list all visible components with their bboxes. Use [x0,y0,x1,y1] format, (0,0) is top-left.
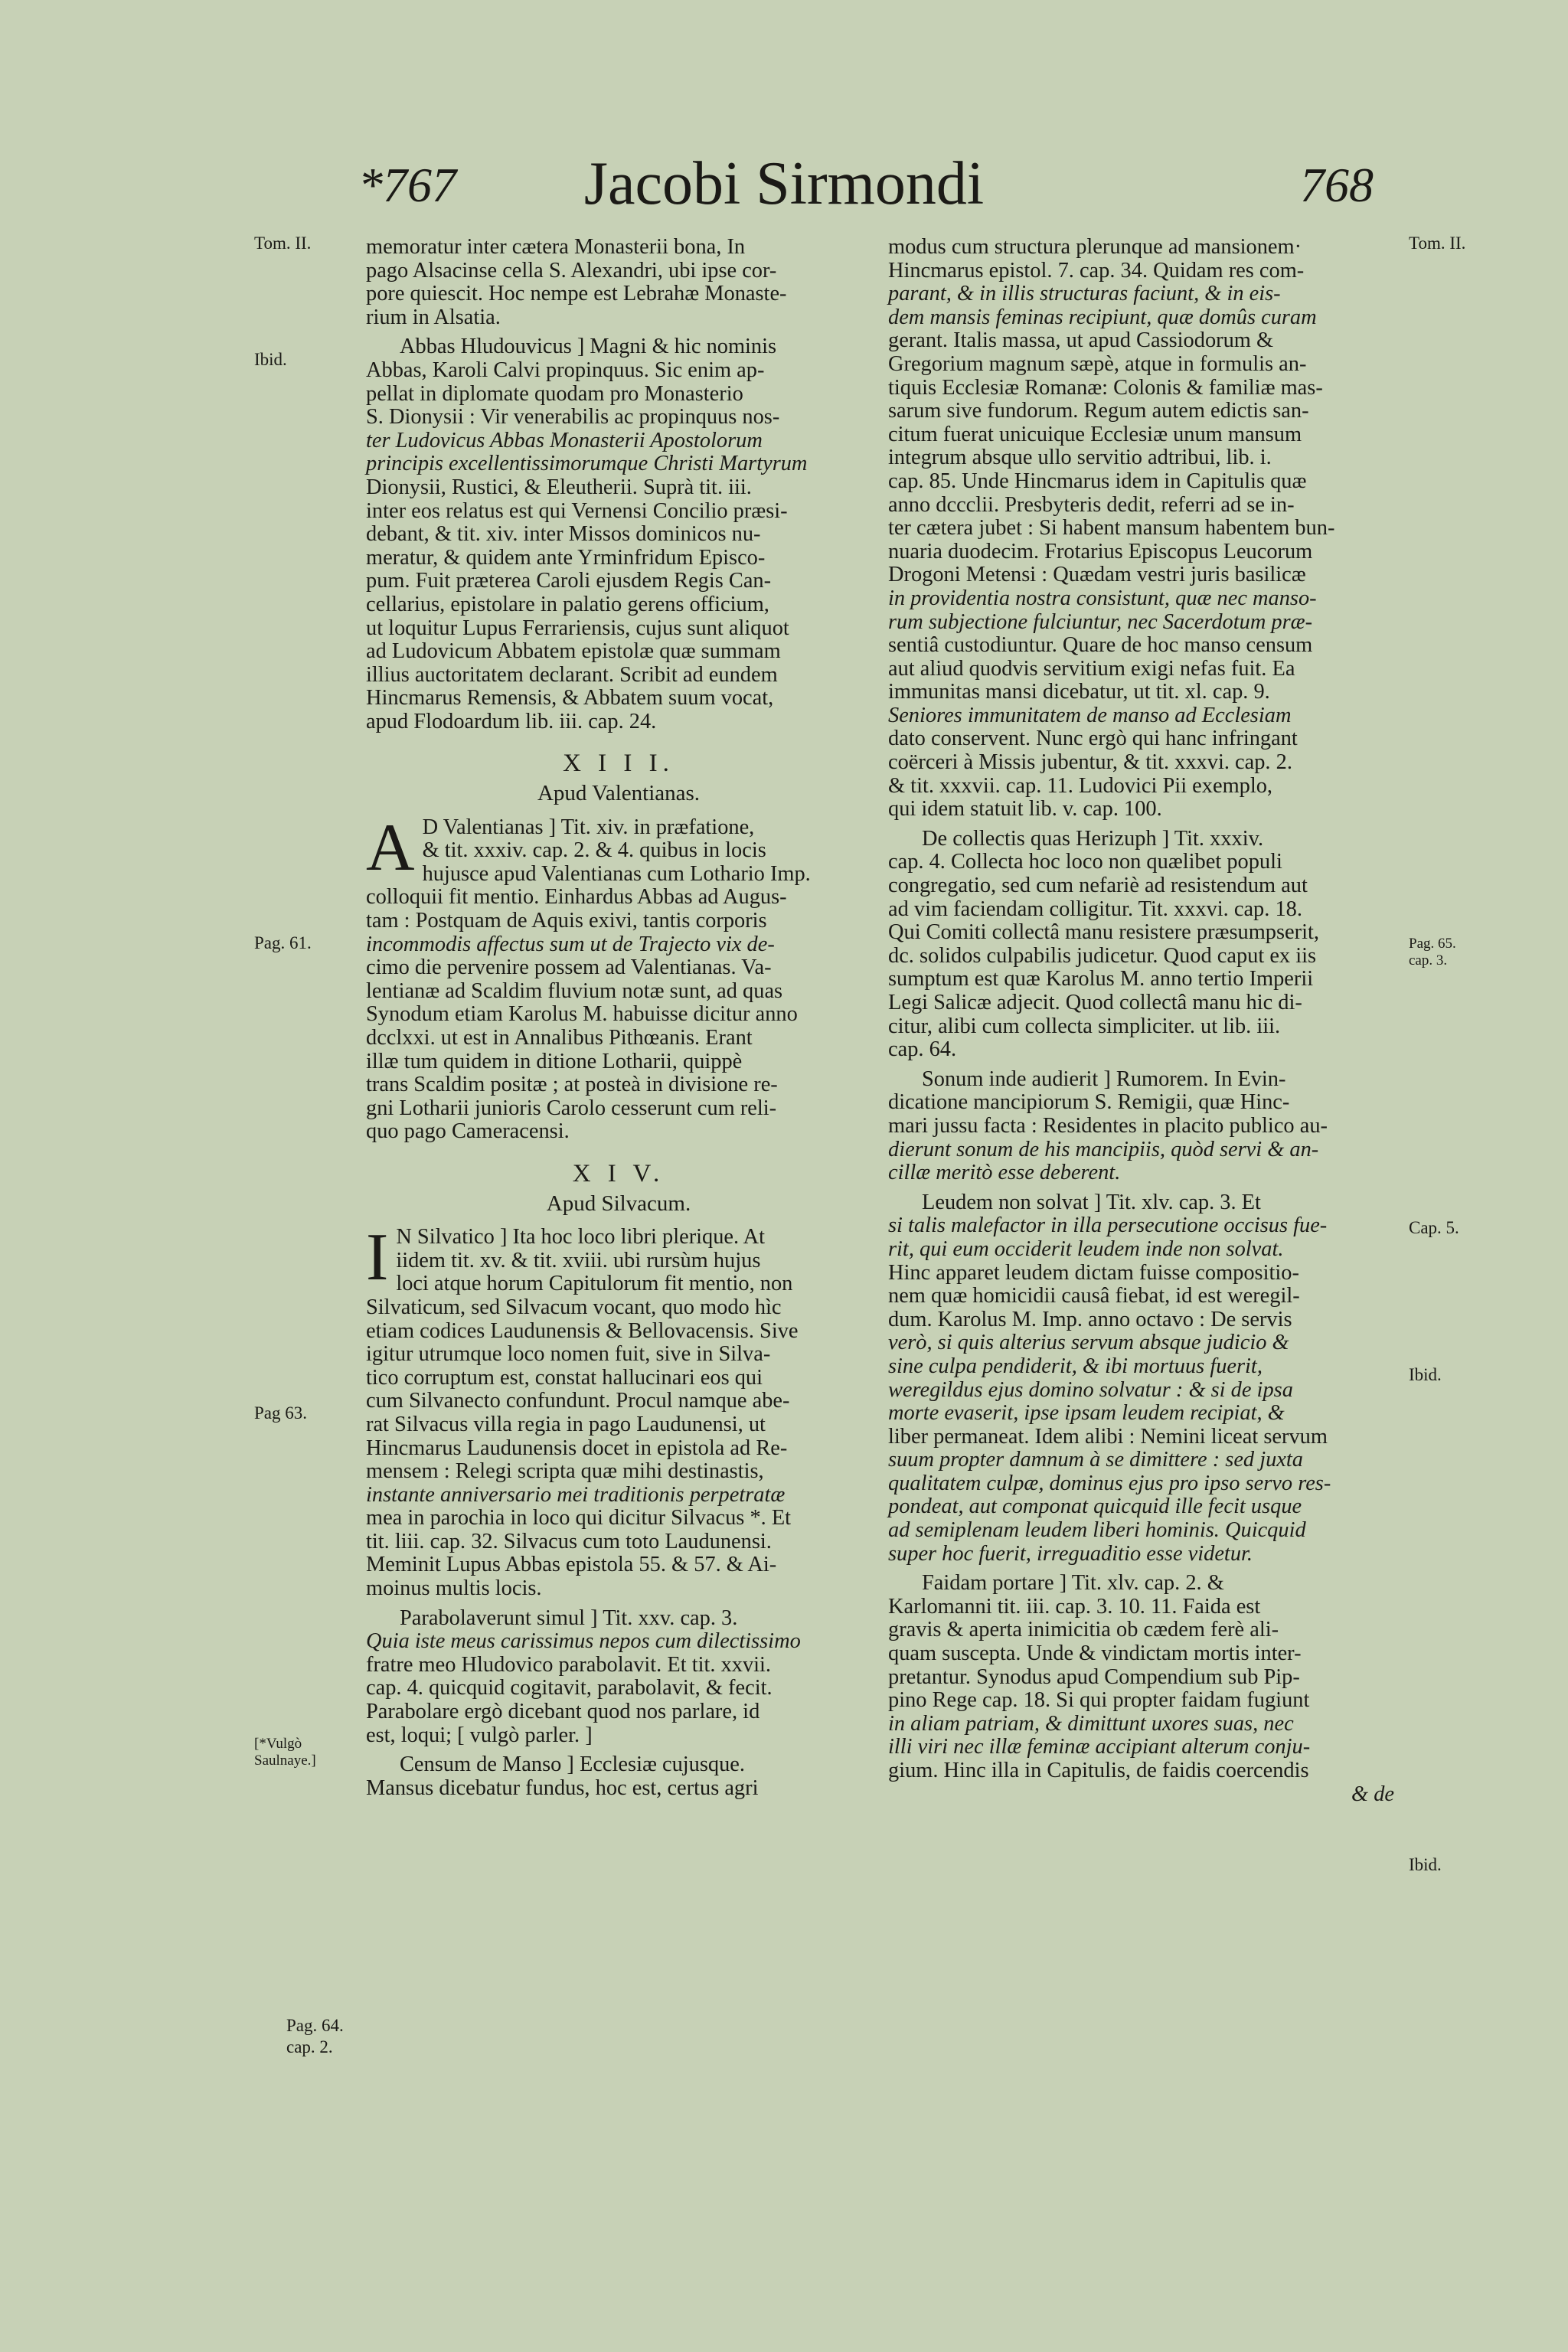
text-line: tam : Postquam de Aquis exivi, tantis corporis [366,909,767,933]
text-line: De collectis quas Herizuph ] Tit. xxxiv. [922,826,1264,851]
section-number: X I I I. [563,750,675,778]
text-line: gravis & aperta inimicitia ob cædem ferè ali- [888,1618,1279,1642]
text-line: Parabolare ergò dicebant quod nos parlare, id [366,1700,760,1724]
text-line: citum fuerat unicuique Ecclesiæ unum mansum [888,422,1302,446]
text-line: cap. 4. Collecta hoc loco non quælibet populi [888,850,1282,874]
text-line: Leudem non solvat ] Tit. xlv. cap. 3. Et [922,1190,1261,1214]
text-line: Synodum etiam Karolus M. habuisse dicitur anno [366,1002,798,1027]
text-line: Hincmarus epistol. 7. cap. 34. Quidam res com- [888,258,1305,283]
section-title: Apud Silvacum. [546,1191,691,1216]
text-line: S. Dionysii : Vir venerabilis ac propinquus nos- [366,405,780,430]
margin-note: Pag. 65. cap. 3. [1409,936,1456,969]
text-line: Abbas Hludouvicus ] Magni & hic nominis [400,335,777,359]
text-line: lentianæ ad Scaldim fluvium notæ sunt, ad quas [366,978,783,1003]
text-line: anno dccclii. Presbyteris dedit, referri ad se in- [888,492,1295,517]
text-line: colloquii fit mentio. Einhardus Abbas ad Augus- [366,885,787,910]
text-line: instante anniversario mei traditionis perpetratæ [366,1482,786,1507]
running-title: Jacobi Sirmondi [583,150,985,217]
text-line: pino Rege cap. 18. Si qui propter faidam fugiunt [888,1688,1310,1713]
catchword: & de [1351,1782,1394,1806]
text-line: tiquis Ecclesiæ Romanæ: Colonis & familiæ mas- [888,375,1323,400]
text-line: etiam codices Laudunensis & Bellovacensis. Sive [366,1318,799,1343]
text-line: congregatio, sed cum nefariè ad resistendum aut [888,874,1308,898]
text-line: cap. 64. [888,1037,957,1062]
text-line: igitur utrumque loco nomen fuit, sive in Silva- [366,1342,771,1367]
text-line: verò, si quis alterius servum absque judicio & [888,1331,1289,1355]
text-line: qualitatem culpæ, dominus ejus pro ipso servo res- [888,1471,1331,1495]
text-line: Meminit Lupus Abbas epistola 55. & 57. & Ai- [366,1553,777,1577]
text-line: pum. Fuit præterea Caroli ejusdem Regis Can- [366,569,772,593]
text-line: Gregorium magnum sæpè, atque in formulis an- [888,351,1307,376]
text-line: sentiâ custodiuntur. Quare de hoc manso censum [888,633,1313,658]
text-line: dem mansis feminas recipiunt, quæ domûs curam [888,305,1317,329]
text-line: Censum de Manso ] Ecclesiæ cujusque. [400,1753,746,1777]
text-line: dum. Karolus M. Imp. anno octavo : De servis [888,1307,1292,1331]
margin-note: Pag 63. [254,1403,307,1423]
text-line: Sonum inde audierit ] Rumorem. In Evin- [922,1067,1286,1091]
margin-note: Tom. II. [254,234,312,253]
text-line: trans Scaldim positæ ; at posteà in divisione re- [366,1073,778,1097]
section-number: X I V. [572,1159,665,1187]
text-line: weregildus ejus domino solvatur : & si de ipsa [888,1377,1293,1402]
text-line: nem quæ homicidii causâ fiebat, id est weregil- [888,1284,1300,1308]
text-line: Karlomanni tit. iii. cap. 3. 10. 11. Faida est [888,1594,1261,1619]
running-header [0,149,1568,234]
text-line: dc. solidos culpabilis judicetur. Quod caput ex iis [888,943,1317,968]
text-line: integrum absque ullo servitio adtribui, lib. i. [888,446,1272,470]
text-line: D Valentianas ] Tit. xiv. in præfatione, [422,815,755,839]
section-13-text [366,810,871,1144]
text-line: gni Lotharii junioris Carolo cesserunt cum reli- [366,1096,777,1120]
text-line: rat Silvacus villa regia in pago Laudunensi, ut [366,1412,766,1436]
text-line: Silvaticum, sed Silvacum vocant, quo modo hìc [366,1295,782,1319]
text-line: ad semiplenam leudem liberi hominis. Quicquid [888,1518,1306,1543]
text-line: hujusce apud Valentianas cum Lothario Imp. [422,861,811,886]
text-line: dcclxxi. ut est in Annalibus Pithœanis. Erant [366,1026,753,1050]
text-line: sumptum est quæ Karolus M. anno tertio Imperii [888,967,1314,991]
text-line: morte evaserit, ipse ipsam leudem recipiat, & [888,1401,1285,1426]
text-line: Hincmarus Laudunensis docet in epistola ad Re- [366,1436,788,1460]
text-line: mensem : Relegi scripta quæ mihi destinastis, [366,1459,764,1484]
text-line: Quia iste meus carissimus nepos cum dilectissimo [366,1629,801,1654]
text-line: ut loquitur Lupus Ferrariensis, cujus sunt aliquot [366,616,789,640]
text-line: ad vim faciendam colligitur. Tit. xxxvi. cap. 18. [888,897,1302,921]
text-line: dierunt sonum de his mancipiis, quòd servi & an- [888,1137,1319,1161]
text-line: in aliam patriam, & dimittunt uxores suas, nec [888,1711,1294,1736]
page-number-left: *767 [358,158,456,212]
text-line: quam suscepta. Unde & vindictam mortis inter- [888,1642,1302,1666]
margin-note: Pag. 64. cap. 2. [286,2016,344,2056]
margin-note: Pag. 61. [254,933,312,952]
text-line: cimo die pervenire possem ad Valentianas. Va- [366,956,772,980]
text-line: mea in parochia in loco qui dicitur Silvacus *. Et [366,1506,792,1530]
text-line: rum subjectione fulciuntur, nec Sacerdotum præ- [888,609,1313,634]
text-line: debant, & tit. xiv. inter Missos dominicos nu- [366,522,761,547]
text-line: pellat in diplomate quodam pro Monasterio [366,381,743,406]
text-line: N Silvatico ] Ita hoc loco libri plerique. At [396,1225,766,1250]
margin-note: Cap. 5. [1409,1218,1459,1237]
text-line: tit. liii. cap. 32. Silvacus cum toto Laudunensi. [366,1529,772,1553]
text-line: ter Ludovicus Abbas Monasterii Apostolorum [366,428,763,452]
text-line: quo pago Cameracensi. [366,1119,570,1144]
text-line: Parabolaverunt simul ] Tit. xxv. cap. 3. [400,1606,738,1630]
text-line: aut aliud quodvis servitium exigi nefas fuit. Ea [888,656,1295,681]
text-line: sine culpa pendiderit, & ibi mortuus fuerit, [888,1354,1263,1378]
text-line: pore quiescit. Hoc nempe est Lebrahæ Monaste- [366,282,787,306]
text-line: Dionysii, Rustici, & Eleutherii. Suprà tit. iii. [366,475,752,499]
text-line: ter cætera jubet : Si habent mansum habentem bun- [888,516,1335,541]
text-line: Hincmarus Remensis, & Abbatem suum vocat, [366,686,774,710]
text-line: Seniores immunitatem de manso ad Ecclesiam [888,703,1292,727]
text-line: Legi Salicæ adjecit. Quod collectâ manu hic di- [888,991,1302,1014]
text-line: suum propter damnum à se dimittere : sed juxta [888,1448,1303,1472]
text-line: dato conservent. Nunc ergò qui hanc infringant [888,727,1298,751]
text-line: dicatione mancipiorum S. Remigii, quæ Hinc- [888,1090,1290,1115]
text-line: tico corruptum est, constat hallucinari eos qui [366,1365,763,1390]
text-line: est, loqui; [ vulgò parler. ] [366,1723,593,1747]
text-line: memoratur inter cætera Monasterii bona, In [366,235,746,259]
text-line: inter eos relatus est qui Vernensi Concilio præsi- [366,498,788,523]
text-line: pretantur. Synodus apud Compendium sub Pip- [888,1664,1300,1689]
page-number-right: 768 [1300,158,1374,212]
margin-note: Ibid. [254,350,287,369]
text-line: principis excellentissimorumque Christi Martyrum [366,452,808,476]
text-line: rit, qui eum occiderit leudem inde non solvat. [888,1236,1284,1261]
text-line: fratre meo Hludovico parabolavit. Et tit. xxvii. [366,1652,772,1677]
text-line: cum Silvanecto confundunt. Procul namque abe- [366,1389,790,1413]
text-line: ad Ludovicum Abbatem epistolæ quæ summam [366,639,781,664]
text-line: gerant. Italis massa, ut apud Cassiodorum & [888,328,1274,353]
text-line: pago Alsacinse cella S. Alexandri, ubi ipse cor- [366,258,777,283]
text-line: cillæ meritò esse deberent. [888,1161,1121,1185]
text-line: illæ tum quidem in ditione Lotharii, quippè [366,1049,743,1073]
section-title: Apud Valentianas. [537,781,701,806]
text-line: cap. 85. Unde Hincmarus idem in Capitulis quæ [888,469,1307,493]
text-line: super hoc fuerit, irreguaditio esse videtur. [888,1541,1253,1566]
text-line: Mansus dicebatur fundus, hoc est, certus agri [366,1775,759,1800]
right-column [888,236,1397,1806]
margin-note: Ibid. [1409,1855,1442,1874]
text-line: coërceri à Missis jubentur, & tit. xxxvi. cap. 2. [888,750,1292,775]
text-line: citur, alibi cum collecta simpliciter. ut lib. iii. [888,1014,1281,1038]
text-line: illius auctoritatem declarant. Scribit ad eundem [366,662,778,687]
text-line: immunitas mansi dicebatur, ut tit. xl. cap. 9. [888,680,1270,704]
text-line: si talis malefactor in illa persecutione occisus fue- [888,1214,1328,1238]
text-line: Qui Comiti collectâ manu resistere præsumpserit, [888,920,1319,945]
text-line: Abbas, Karoli Calvi propinquus. Sic enim ap- [366,358,765,382]
text-line: in providentia nostra consistunt, quæ nec manso- [888,586,1317,610]
text-line: liber permaneat. Idem alibi : Nemini liceat servum [888,1424,1328,1449]
text-line: sarum sive fundorum. Regum autem edictis san- [888,399,1309,423]
left-column [366,236,871,1800]
text-line: mari jussu facta : Residentes in placito publico au- [888,1113,1328,1138]
text-line: Hinc apparet leudem dictam fuisse compositio- [888,1260,1299,1285]
text-line: & tit. xxxiv. cap. 2. & 4. quibus in locis [422,838,766,863]
text-line: Faidam portare ] Tit. xlv. cap. 2. & [922,1571,1224,1596]
text-line: Drogoni Metensi : Quædam vestri juris basilicæ [888,563,1306,587]
text-line: nuaria duodecim. Frotarius Episcopus Leucorum [888,539,1313,564]
text-line: rium in Alsatia. [366,305,501,329]
drop-cap: A [366,810,415,885]
text-line: moinus multis locis. [366,1576,542,1601]
text-line: iidem tit. xv. & tit. xviii. ubi rursùm hujus [396,1248,761,1272]
margin-note: Ibid. [1409,1365,1442,1384]
text-line: qui idem statuit lib. v. cap. 100. [888,797,1162,822]
text-line: modus cum structura plerunque ad mansionem· [888,235,1302,259]
text-line: illi viri nec illæ feminæ accipiant alterum conju- [888,1735,1311,1759]
text-line: cellarius, epistolare in palatio gerens officium, [366,592,769,616]
margin-note: [*Vulgò Saulnaye.] [254,1736,316,1769]
drop-cap: I [366,1220,389,1295]
margin-note: Tom. II. [1409,234,1466,253]
text-line: meratur, & quidem ante Yrminfridum Episco- [366,545,766,570]
section-14-text [366,1220,871,1601]
text-line: parant, & in illis structuras faciunt, & in eis- [888,282,1281,306]
text-line: pondeat, aut componat quicquid ille fecit usque [888,1494,1302,1519]
text-line: cap. 4. quicquid cogitavit, parabolavit, & fecit. [366,1676,773,1700]
text-line: loci atque horum Capitulorum fit mentio, non [396,1272,793,1296]
text-line: & tit. xxxvii. cap. 11. Ludovici Pii exemplo, [888,773,1273,798]
text-line: incommodis affectus sum ut de Trajecto vix de- [366,932,775,956]
text-line: gium. Hinc illa in Capitulis, de faidis coercendis [888,1759,1309,1782]
text-line: apud Flodoardum lib. iii. cap. 24. [366,709,657,733]
